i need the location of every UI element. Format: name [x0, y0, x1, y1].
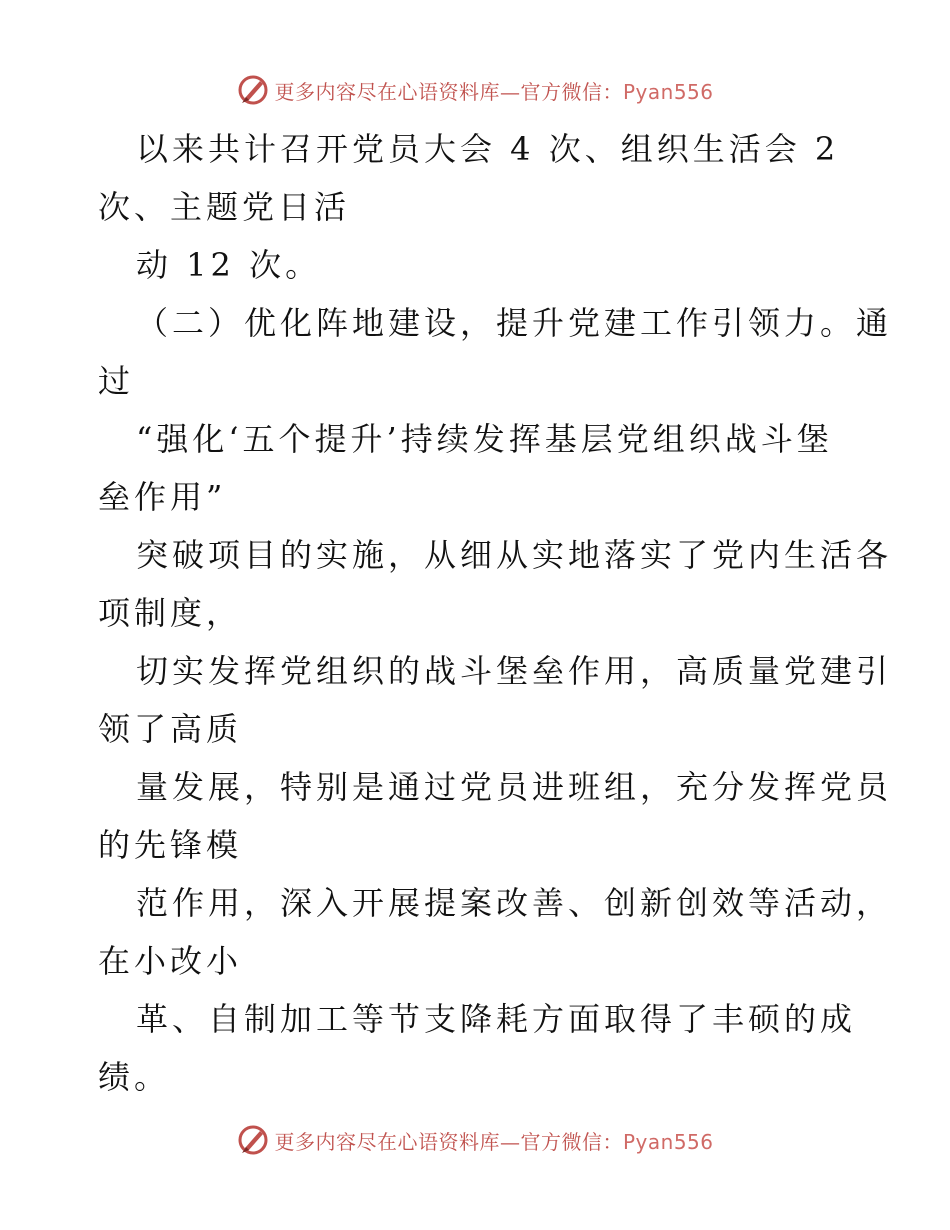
footer-banner [0, 1120, 950, 1160]
pen-logo-icon [236, 1123, 270, 1157]
document-body [98, 120, 893, 1106]
text-line: 在小改小 [98, 942, 243, 980]
text-line: 量发展，特别是通过党员进班组，充分发挥党员 [136, 768, 893, 806]
pen-logo-icon [236, 73, 270, 107]
text-line: 突破项目的实施，从细从实地落实了党内生活各 [136, 536, 893, 574]
footer-banner-text: 更多内容尽在心语资料库—官方微信：Pyan556 [274, 1129, 714, 1154]
text-line: 革、自制加工等节支降耗方面取得了丰硕的成 [136, 1000, 857, 1038]
text-line: 切实发挥党组织的战斗堡垒作用，高质量党建引 [136, 652, 893, 690]
text-line: 垒作用” [98, 478, 227, 516]
text-line: 领了高质 [98, 710, 243, 748]
header-banner [0, 70, 950, 110]
text-line: 项制度， [98, 594, 243, 632]
header-banner-text: 更多内容尽在心语资料库—官方微信：Pyan556 [274, 79, 714, 104]
text-line: 动 12 次。 [136, 246, 322, 284]
text-line: （二）优化阵地建设，提升党建工作引领力。通 [136, 304, 893, 342]
text-line: 绩。 [98, 1058, 171, 1096]
text-line: 范作用，深入开展提案改善、创新创效等活动， [136, 884, 893, 922]
text-line: 次、主题党日活 [98, 188, 351, 226]
text-line: 以来共计召开党员大会 4 次、组织生活会 2 [136, 130, 840, 168]
text-line: “强化‘五个提升’持续发挥基层党组织战斗堡 [136, 420, 833, 458]
text-line: 的先锋模 [98, 826, 243, 864]
text-line: 过 [98, 362, 135, 400]
